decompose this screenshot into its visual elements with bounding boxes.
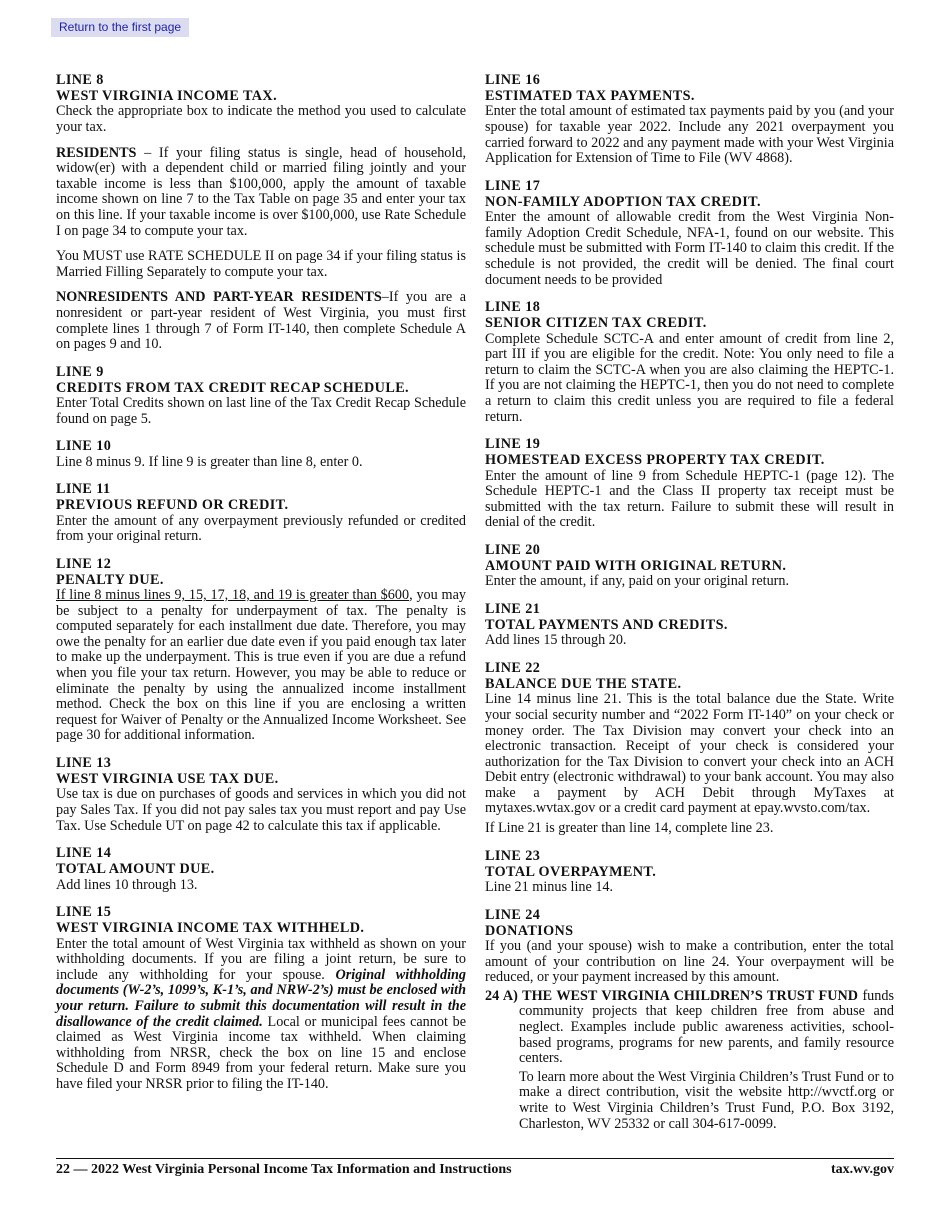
penalty-text: , you may be subject to a penalty for underpayment of tax. The penalty is computed separately for each installment due date. Therefore, you may owe the penalty for an earlier due date even if you paid enough tax later to make up the underpayment. This is true even if you are due a refund when you file your tax return. However, you may be able to reduce or eliminate the penalty by using the annualized income installment method. Check the box on this line if you are enclosing a written request for Waiver of Penalty or the Annualized Income Worksheet. See page 30 for additional information. <box>56 587 466 744</box>
line-title: SENIOR CITIZEN TAX CREDIT. <box>485 315 707 332</box>
line-text: Enter the amount, if any, paid on your original return. <box>485 573 790 590</box>
line-title: WEST VIRGINIA INCOME TAX WITHHELD. <box>56 920 365 937</box>
line-9-section <box>56 364 466 428</box>
line-number: LINE 18 <box>485 299 541 316</box>
line-number: LINE 9 <box>56 363 104 380</box>
right-column <box>485 72 894 1143</box>
line-title: NON-FAMILY ADOPTION TAX CREDIT. <box>485 193 761 210</box>
childrens-trust-fund-item <box>485 989 894 1067</box>
line-text: Add lines 15 through 20. <box>485 632 627 649</box>
withholding-warning: Original withholding documents (W-2’s, 1099’s, K-1’s, and NRW-2’s) must be enclosed with your return. Failure to submit this documentation will result in the disallowance of the credit claimed. <box>56 966 466 1030</box>
line-text <box>56 588 466 744</box>
line-title: TOTAL OVERPAYMENT. <box>485 863 657 880</box>
line-17-section <box>485 178 894 288</box>
line-12-section <box>56 556 466 744</box>
line-title: ESTIMATED TAX PAYMENTS. <box>485 88 695 105</box>
line-11-section <box>56 481 466 545</box>
left-column <box>56 72 466 1104</box>
line-number: LINE 10 <box>56 438 112 455</box>
line-number: LINE 20 <box>485 541 541 558</box>
return-to-first-page-button[interactable]: Return to the first page <box>51 18 189 37</box>
line-title: TOTAL PAYMENTS AND CREDITS. <box>485 617 728 634</box>
line-text: Use tax is due on purchases of goods and services in which you did not pay Sales Tax. If you did not pay sales tax you must report and pay Use Tax. Use Schedule UT on page 42 to calculate this tax if applicable. <box>56 786 466 834</box>
penalty-threshold-text: If line 8 minus lines 9, 15, 17, 18, and 19 is greater than $600 <box>56 587 410 604</box>
line-14-section <box>56 845 466 893</box>
line-number: LINE 14 <box>56 845 112 862</box>
line-title: TOTAL AMOUNT DUE. <box>56 861 215 878</box>
line-number: LINE 15 <box>56 904 112 921</box>
line-text: Check the appropriate box to indicate the method you used to calculate your tax. <box>56 103 466 135</box>
line-15-section <box>56 904 466 1092</box>
line-13-section <box>56 755 466 834</box>
line-text: If you (and your spouse) wish to make a contribution, enter the total amount of your contribution on line 24. Your overpayment will be reduced, or your payment increased by this amount. <box>485 938 894 986</box>
line-title: PREVIOUS REFUND OR CREDIT. <box>56 497 289 514</box>
line-18-section <box>485 299 894 425</box>
line-21-section <box>485 601 894 649</box>
footer-website: tax.wv.gov <box>831 1162 894 1177</box>
line-text: Enter the amount of allowable credit from the West Virginia Non-family Adoption Credit Schedule, NFA-1, found on our website. This schedule must be submitted with Form IT-140 to claim this credit. If the schedule is not provided, the credit will be denied. The final court document needs to be provided <box>485 209 894 288</box>
line-10-section <box>56 438 466 470</box>
line-title: HOMESTEAD EXCESS PROPERTY TAX CREDIT. <box>485 452 825 469</box>
line-text <box>56 937 466 1093</box>
line-title: DONATIONS <box>485 922 574 939</box>
line-23-section <box>485 848 894 896</box>
line-8-section <box>56 72 466 353</box>
withholding-text-continued: Local or municipal fees cannot be claimed as West Virginia income tax withheld. When claiming withholding from NRSR, check the box on line 15 and enclose Schedule D and Form 8949 from your federal return. Make sure you have filed your NRSR prior to filing the IT-140. <box>56 1013 466 1092</box>
residents-paragraph <box>56 146 466 240</box>
line-20-section <box>485 542 894 590</box>
line-text: Enter the amount of any overpayment previously refunded or credited from your original return. <box>56 512 466 545</box>
line-text: Line 8 minus 9. If line 9 is greater than line 8, enter 0. <box>56 453 363 470</box>
line-title: PENALTY DUE. <box>56 571 164 588</box>
footer-page-title: 22 — 2022 West Virginia Personal Income Tax Information and Instructions <box>56 1162 512 1177</box>
line-text: Complete Schedule SCTC-A and enter amount of credit from line 2, part III if you are eligible for the credit. Note: You only need to file a return to claim the SCTC-A when you are also claiming the HEPTC-1. If you are not claiming the HEPTC-1, then you do not need to complete a return to claim this credit unless you are required to file a federal return. <box>485 330 894 425</box>
line-number: LINE 12 <box>56 555 112 572</box>
must-use-paragraph: You MUST use RATE SCHEDULE II on page 34 if your filing status is Married Filling Separately to compute your tax. <box>56 248 466 280</box>
line-16-section <box>485 72 894 167</box>
line-text: Line 21 minus line 14. <box>485 879 614 896</box>
line-number: LINE 23 <box>485 847 541 864</box>
nonresidents-text: –If you are a nonresident or part-year resident of West Virginia, you must first complete lines 1 through 7 of Form IT-140, then complete Schedule A on pages 9 and 10. <box>56 289 466 353</box>
line-title: WEST VIRGINIA USE TAX DUE. <box>56 771 279 788</box>
nonresidents-label: NONRESIDENTS AND PART-YEAR RESIDENTS <box>56 289 382 306</box>
line-number: LINE 16 <box>485 72 541 88</box>
line-number: LINE 24 <box>485 906 541 923</box>
line-number: LINE 17 <box>485 177 541 194</box>
item-label: 24 A) THE WEST VIRGINIA CHILDREN’S TRUST FUND <box>485 987 858 1004</box>
withholding-text: Enter the total amount of West Virginia tax withheld as shown on your withholding documents. If you are filing a joint return, be sure to include any withholding for your spouse. <box>56 935 466 983</box>
childrens-trust-fund-contact: To learn more about the West Virginia Children’s Trust Fund or to make a direct contribution, visit the website http://wvctf.org or write to West Virginia Children’s Trust Fund, P.O. Box 3192, Charleston, WV 25332 or call 304-617-0099. <box>519 1068 894 1132</box>
line-title: BALANCE DUE THE STATE. <box>485 676 682 693</box>
line-text: Line 14 minus line 21. This is the total balance due the State. Write your social security number and “2022 Form IT-140” on your check or money order. The Tax Division may convert your check into an electronic transaction. Receipt of your check is considered your authorization for the Tax Division to convert your check into an ACH Debit entry (electronic withdrawal) to your bank account. You may also make a payment by ACH Debit through MyTaxes at mytaxes.wvtax.gov or a credit card payment at epay.wvsto.com/tax. <box>485 691 894 817</box>
line-text: Enter Total Credits shown on last line of the Tax Credit Recap Schedule found on page 5. <box>56 395 466 427</box>
line-number: LINE 11 <box>56 481 111 498</box>
item-text: funds community projects that keep children free from abuse and neglect. Examples include public awareness activities, school-based programs, programs for new parents, and family resource centers. <box>519 987 894 1067</box>
line-text: Add lines 10 through 13. <box>56 876 198 893</box>
line-number: LINE 21 <box>485 600 541 617</box>
residents-text: – If your filing status is single, head of household, widow(er) with a dependent child or married filing jointly and your taxable income is less than $100,000, apply the amount of taxable income shown on line 7 to the Tax Table on page 35 and enter your tax on this line. If your taxable income is over $100,000, use Rate Schedule I on page 34 to compute your tax. <box>56 144 466 239</box>
line-number: LINE 13 <box>56 755 112 772</box>
line-title: AMOUNT PAID WITH ORIGINAL RETURN. <box>485 558 787 575</box>
line-title: CREDITS FROM TAX CREDIT RECAP SCHEDULE. <box>56 379 410 396</box>
line-title: WEST VIRGINIA INCOME TAX. <box>56 88 278 105</box>
line-text: Enter the amount of line 9 from Schedule HEPTC-1 (page 12). The Schedule HEPTC-1 and the Class II property tax receipt must be submitted with the tax return. Failure to submit these will result in denial of the credit. <box>485 467 894 531</box>
residents-label: RESIDENTS <box>56 144 137 161</box>
footer-divider <box>56 1158 894 1159</box>
line-24-section <box>485 907 894 1133</box>
line-19-section <box>485 436 894 531</box>
line-22-note: If Line 21 is greater than line 14, complete line 23. <box>485 820 774 837</box>
line-number: LINE 22 <box>485 659 541 676</box>
nonresidents-paragraph <box>56 290 466 352</box>
line-22-section <box>485 660 894 837</box>
line-number: LINE 19 <box>485 436 541 453</box>
line-number: LINE 8 <box>56 72 104 88</box>
line-text: Enter the total amount of estimated tax payments paid by you (and your spouse) for taxable year 2022. Include any 2021 overpayment you carried forward to 2022 and any payment made with your West Virginia Application for Extension of Time to File (WV 4868). <box>485 103 894 167</box>
